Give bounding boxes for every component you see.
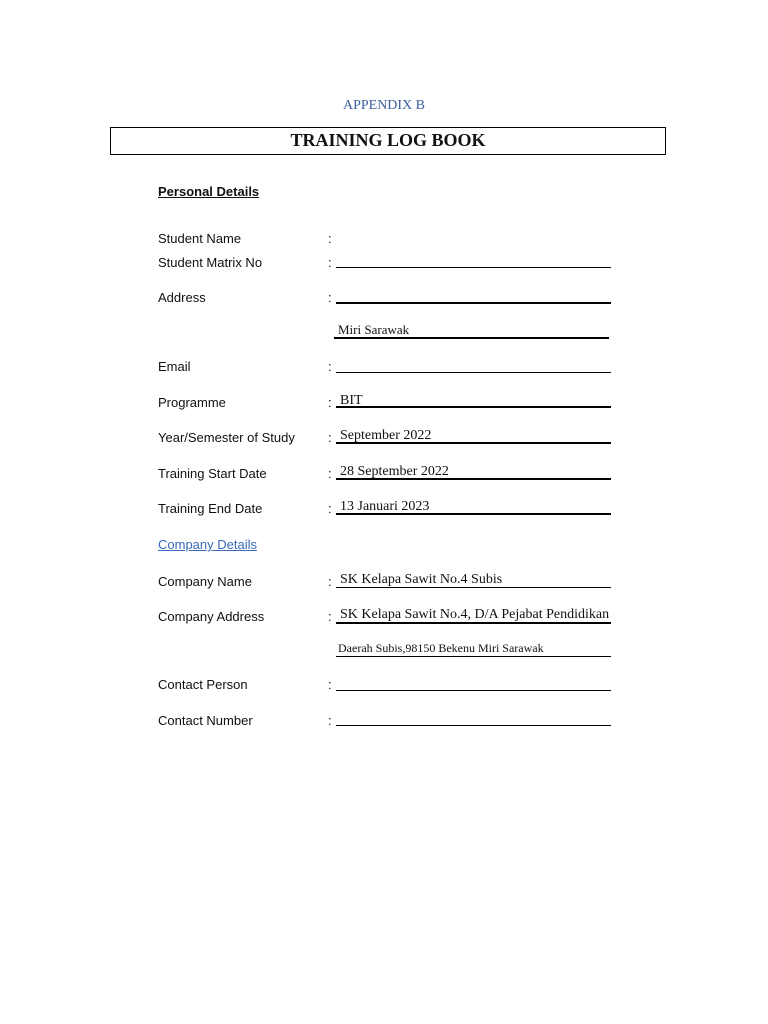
contact-number-field[interactable] xyxy=(336,725,611,726)
programme-label: Programme xyxy=(158,395,226,410)
contact-number-label: Contact Number xyxy=(158,713,253,728)
programme-field[interactable] xyxy=(336,406,611,408)
colon: : xyxy=(328,574,332,589)
address-line2-value: Miri Sarawak xyxy=(338,322,410,337)
address-label: Address xyxy=(158,290,206,305)
training-start-value: 28 September 2022 xyxy=(340,464,449,479)
company-details-heading[interactable]: Company Details xyxy=(158,537,257,552)
appendix-label: APPENDIX B xyxy=(342,98,426,113)
company-address-field-line1[interactable] xyxy=(336,622,611,624)
colon: : xyxy=(328,430,332,445)
student-matrix-label: Student Matrix No xyxy=(158,255,263,270)
email-label: Email xyxy=(158,359,191,374)
student-name-label: Student Name xyxy=(158,231,242,246)
colon: : xyxy=(328,609,332,624)
colon: : xyxy=(328,231,332,246)
student-matrix-field[interactable] xyxy=(336,267,611,268)
colon: : xyxy=(328,359,332,374)
personal-details-heading: Personal Details xyxy=(158,184,260,199)
company-address-line1-value: SK Kelapa Sawit No.4, D/A Pejabat Pendidikan xyxy=(340,607,610,622)
year-semester-label: Year/Semester of Study xyxy=(158,430,295,445)
address-field-line2[interactable] xyxy=(334,337,609,339)
company-address-label: Company Address xyxy=(158,609,265,624)
year-semester-value: September 2022 xyxy=(340,428,432,443)
colon: : xyxy=(328,466,332,481)
contact-person-field[interactable] xyxy=(336,690,611,691)
training-end-label: Training End Date xyxy=(158,501,263,516)
company-address-line2-value: Daerah Subis,98150 Bekenu Miri Sarawak xyxy=(338,641,544,655)
training-end-field[interactable] xyxy=(336,513,611,515)
company-name-value: SK Kelapa Sawit No.4 Subis xyxy=(340,572,503,587)
email-field[interactable] xyxy=(336,372,611,373)
company-address-field-line2[interactable] xyxy=(336,656,611,657)
year-semester-field[interactable] xyxy=(336,442,611,444)
colon: : xyxy=(328,501,332,516)
programme-value: BIT xyxy=(340,393,363,408)
address-field-line1[interactable] xyxy=(336,302,611,304)
colon: : xyxy=(328,255,332,270)
company-name-label: Company Name xyxy=(158,574,252,589)
training-end-value: 13 Januari 2023 xyxy=(340,499,430,514)
training-start-label: Training Start Date xyxy=(158,466,267,481)
colon: : xyxy=(328,290,332,305)
colon: : xyxy=(328,677,332,692)
colon: : xyxy=(328,713,332,728)
colon: : xyxy=(328,395,332,410)
training-start-field[interactable] xyxy=(336,478,611,480)
company-name-field[interactable] xyxy=(336,587,611,588)
contact-person-label: Contact Person xyxy=(158,677,248,692)
page-title: TRAINING LOG BOOK xyxy=(110,127,666,155)
